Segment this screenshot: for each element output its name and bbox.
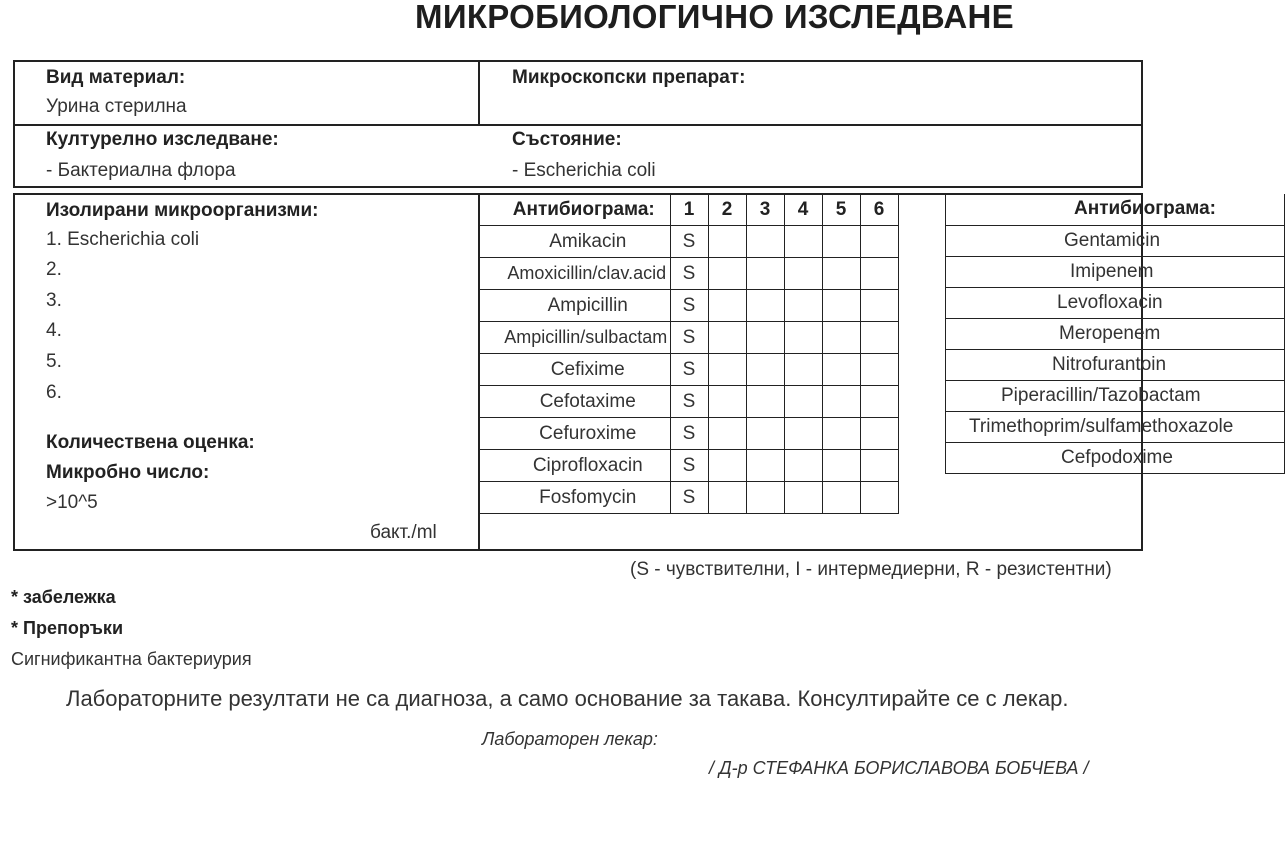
result-cell: S xyxy=(670,258,708,290)
section-divider xyxy=(478,60,480,126)
microbial-count-value: >10^5 xyxy=(46,492,98,513)
table-header-row xyxy=(478,194,898,226)
antibiotic-name: Fosfomycin xyxy=(478,482,670,514)
antibiotic-name: Levofloxacin xyxy=(946,287,1285,318)
doctor-label: Лабораторен лекар: xyxy=(482,729,658,749)
count-unit: бакт./ml xyxy=(370,522,437,543)
antibiogram-header-2: Антибиограма: xyxy=(946,194,1285,225)
antibiotic-name: Trimethoprim/sulfamethoxazole xyxy=(946,411,1285,442)
microbial-count-label: Микробно число: xyxy=(46,462,210,483)
antibiotic-name: Gentamicin xyxy=(946,225,1285,256)
antibiotic-name: Cefotaxime xyxy=(478,386,670,418)
table-row xyxy=(946,287,1285,318)
table-row xyxy=(478,450,898,482)
result-cell: S xyxy=(670,418,708,450)
column-header: 2 xyxy=(708,194,746,226)
antibiogram-table-2-clip xyxy=(945,194,1234,494)
table-row xyxy=(478,418,898,450)
disclaimer: Лабораторните резултати не са диагноза, а само основание за такава. Консултирайте се с лекар. xyxy=(66,686,1069,711)
result-cell: S xyxy=(670,290,708,322)
state-label: Състояние: xyxy=(512,129,622,150)
note-label: * забележка xyxy=(11,587,116,607)
antibiotic-name: Amoxicillin/clav.acid xyxy=(478,258,670,290)
legend-clip xyxy=(630,559,1125,581)
antibiotic-name: Ciprofloxacin xyxy=(478,450,670,482)
antibiotic-name: Cefpodoxime xyxy=(946,442,1285,473)
culture-value: - Бактериална флора xyxy=(46,160,236,181)
recommendations-label: * Препоръки xyxy=(11,618,124,638)
page-title: МИКРОБИОЛОГИЧНО ИЗСЛЕДВАНЕ xyxy=(415,0,1014,35)
result-cell: S xyxy=(670,322,708,354)
isolate-item: 6. xyxy=(46,382,62,403)
doctor-name-clip xyxy=(709,758,1125,779)
isolate-item: 4. xyxy=(46,320,62,341)
table-row xyxy=(478,322,898,354)
column-header: 1 xyxy=(670,194,708,226)
antibiotic-name: Piperacillin/Tazobactam xyxy=(946,380,1285,411)
table-row xyxy=(478,226,898,258)
isolate-item: 3. xyxy=(46,290,62,311)
result-cell: S xyxy=(670,482,708,514)
result-cell: S xyxy=(670,450,708,482)
quantitative-label: Количествена оценка: xyxy=(46,432,255,453)
isolate-item: 2. xyxy=(46,259,62,280)
table-header-row xyxy=(946,194,1285,225)
material-value: Урина стерилна xyxy=(46,96,187,117)
antibiotic-name: Imipenem xyxy=(946,256,1285,287)
table-row xyxy=(946,225,1285,256)
antibiotic-name: Ampicillin/sulbactam xyxy=(478,322,670,354)
legend: (S - чувствителни, I - интермедиерни, R - резистентни) xyxy=(630,559,1112,580)
table-row xyxy=(478,354,898,386)
table-row xyxy=(946,256,1285,287)
antibiotic-name: Cefuroxime xyxy=(478,418,670,450)
antibiogram-table xyxy=(478,194,899,514)
culture-label: Културелно изследване: xyxy=(46,129,279,150)
antibiotic-name: Ampicillin xyxy=(478,290,670,322)
antibiotic-name: Nitrofurantoin xyxy=(946,349,1285,380)
antibiogram-header: Антибиограма: xyxy=(478,194,670,226)
table-row xyxy=(478,290,898,322)
column-header: 5 xyxy=(822,194,860,226)
table-row xyxy=(478,482,898,514)
antibiotic-name: Amikacin xyxy=(478,226,670,258)
result-cell: S xyxy=(670,226,708,258)
table-row xyxy=(946,349,1285,380)
table-row xyxy=(478,386,898,418)
result-cell: S xyxy=(670,386,708,418)
isolate-item: 5. xyxy=(46,351,62,372)
column-header: 6 xyxy=(860,194,898,226)
table-row xyxy=(946,411,1285,442)
column-header: 3 xyxy=(746,194,784,226)
table-row xyxy=(946,318,1285,349)
table-row xyxy=(946,442,1285,473)
microscopy-label: Микроскопски препарат: xyxy=(512,67,746,88)
material-label: Вид материал: xyxy=(46,67,186,88)
column-header: 4 xyxy=(784,194,822,226)
doctor-name: / Д-р СТЕФАНКА БОРИСЛАВОВА БОБЧЕВА / xyxy=(709,758,1089,778)
isolate-item: 1. Escherichia coli xyxy=(46,229,200,250)
table-row xyxy=(946,380,1285,411)
recommendations-value: Сигнификантна бактериурия xyxy=(11,649,252,669)
isolates-label: Изолирани микроорганизми: xyxy=(46,200,319,221)
table-row xyxy=(478,258,898,290)
antibiogram-table-2 xyxy=(945,194,1285,474)
result-cell: S xyxy=(670,354,708,386)
antibiotic-name: Cefixime xyxy=(478,354,670,386)
disclaimer-clip xyxy=(66,686,1125,712)
antibiotic-name: Meropenem xyxy=(946,318,1285,349)
state-value: - Escherichia coli xyxy=(512,160,656,181)
